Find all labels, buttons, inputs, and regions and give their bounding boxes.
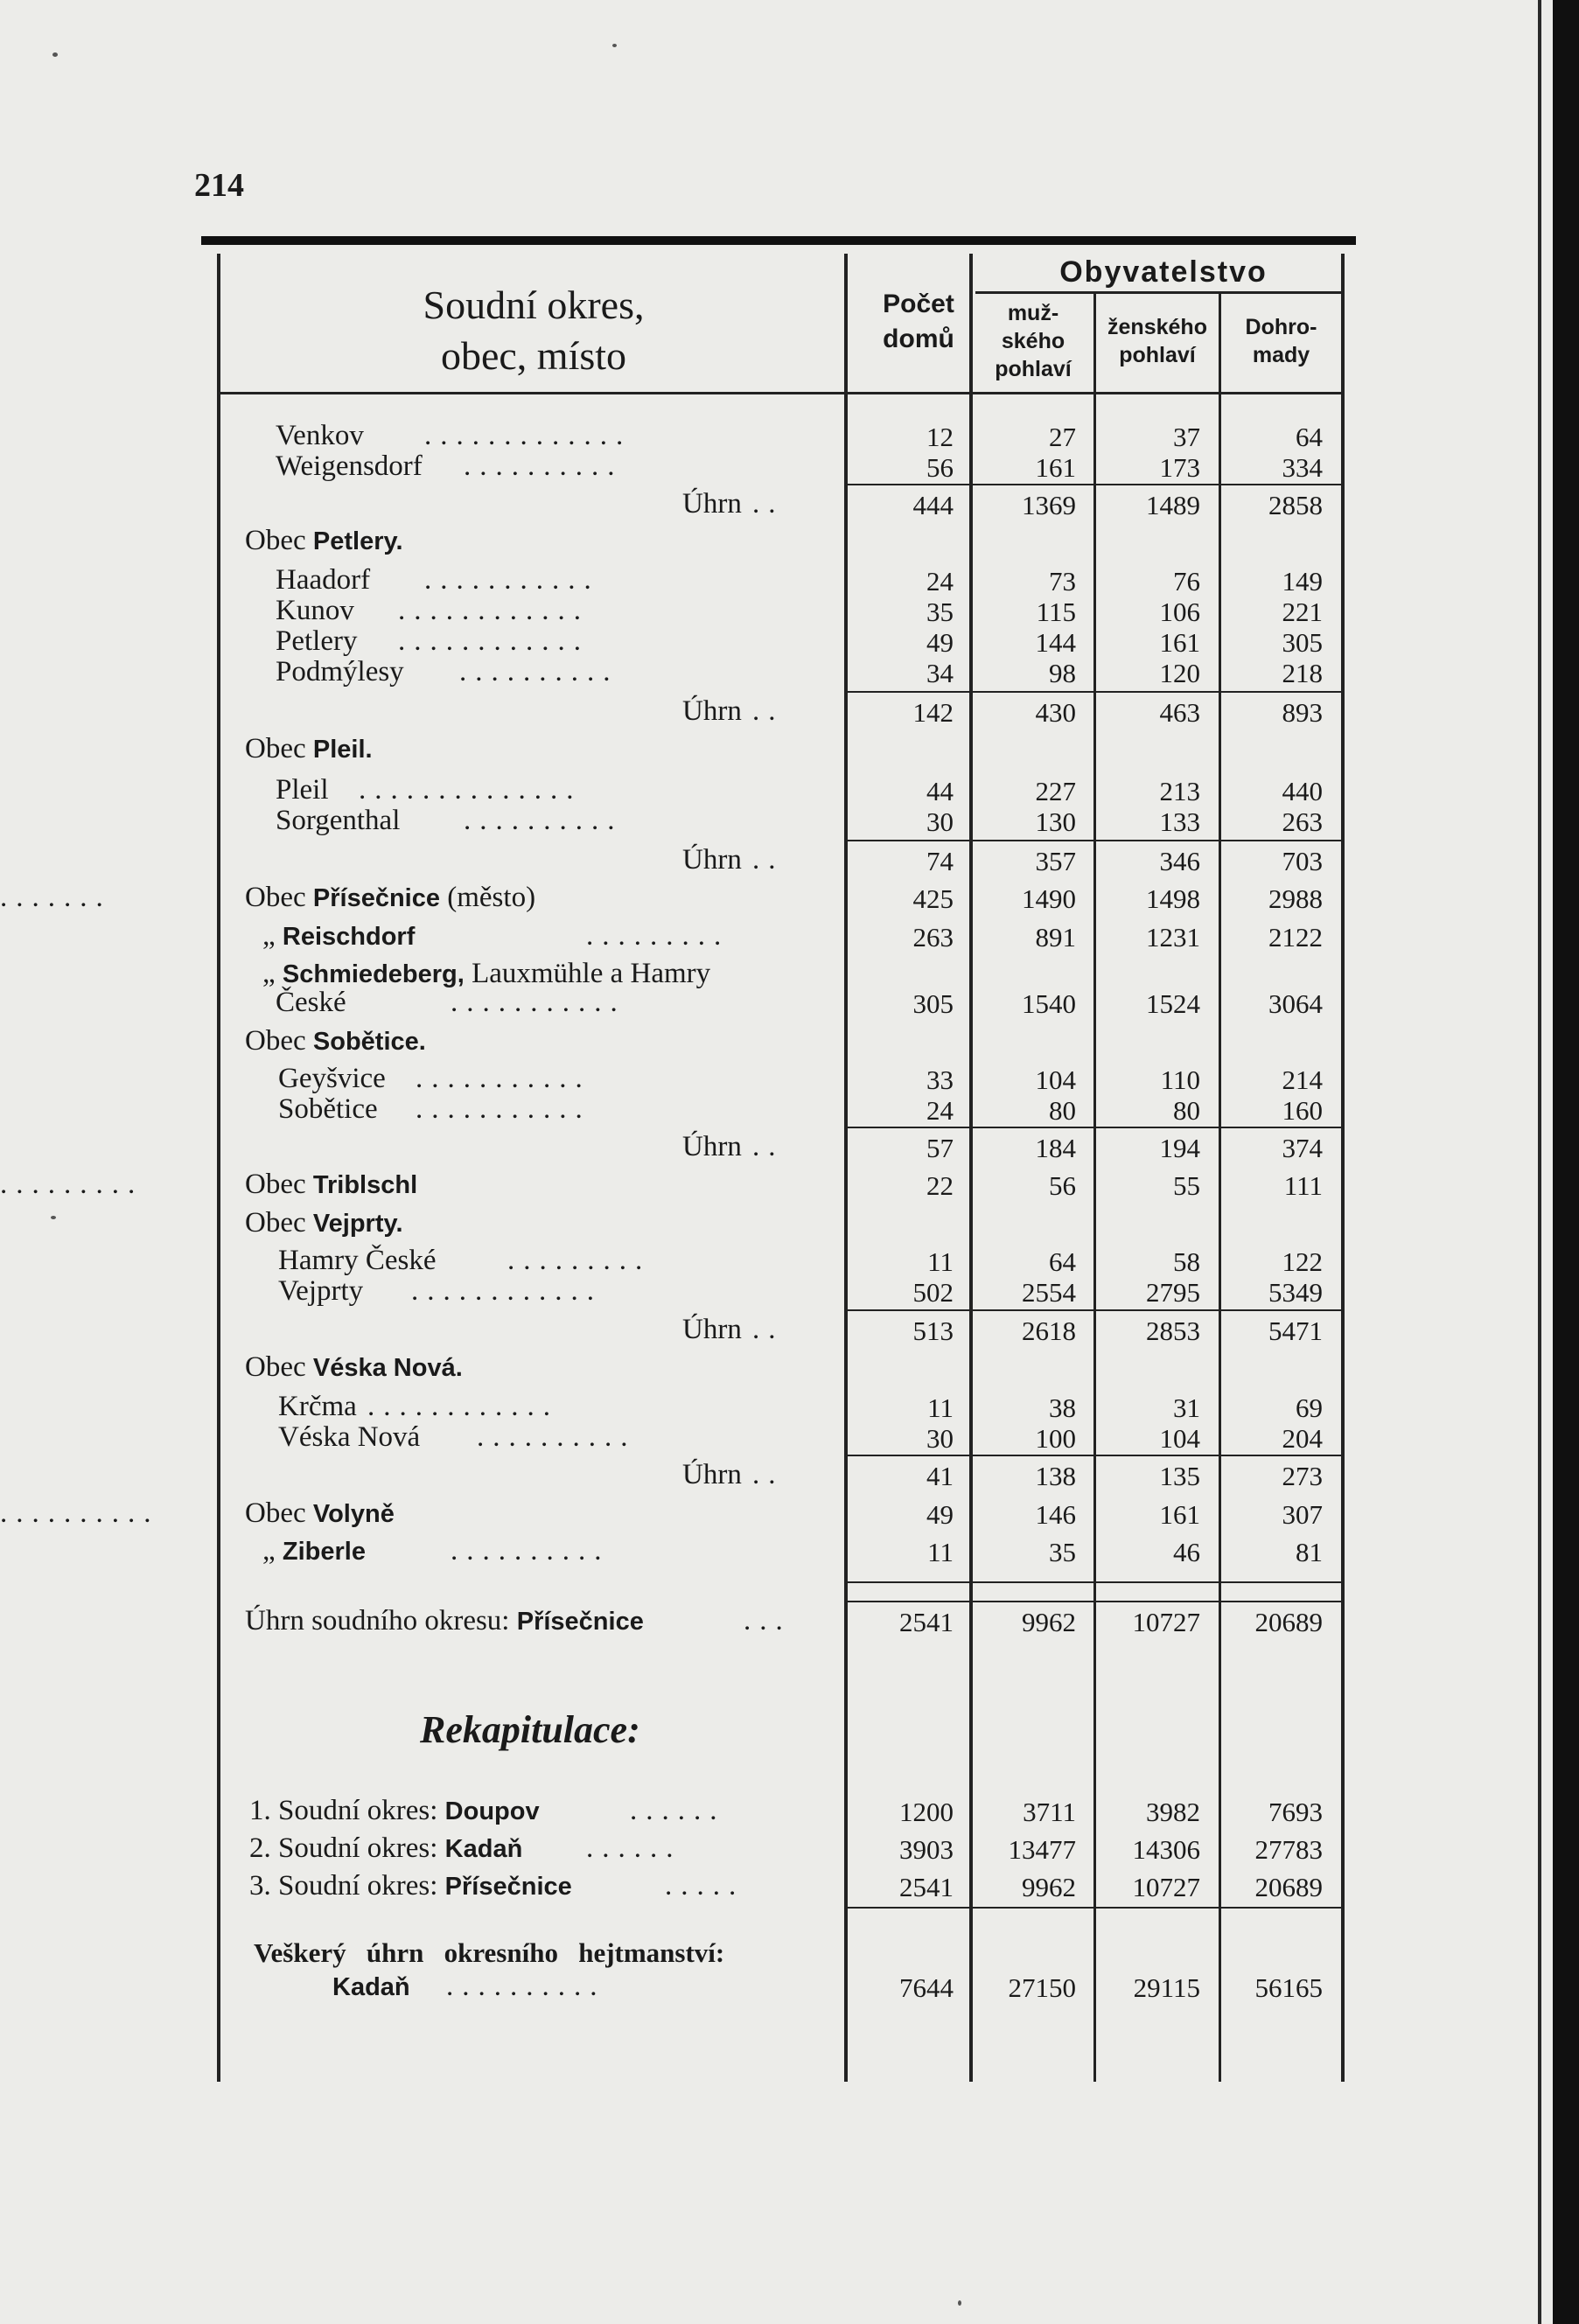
cell-total: 307 bbox=[1282, 1499, 1323, 1530]
cell-houses: 7644 bbox=[899, 1972, 954, 2003]
cell-male: 227 bbox=[1035, 776, 1076, 806]
cell-total: 160 bbox=[1282, 1095, 1323, 1126]
cell-total: 214 bbox=[1282, 1064, 1323, 1095]
row-label bbox=[278, 1391, 357, 1423]
cell-houses: 12 bbox=[926, 422, 954, 452]
label-text: Pleil bbox=[276, 774, 329, 806]
cell-total: 20689 bbox=[1254, 1607, 1323, 1637]
cell-male: 27 bbox=[1049, 422, 1076, 452]
header-total-line: Dohro- bbox=[1245, 315, 1317, 339]
dot-leader: ............ bbox=[398, 625, 590, 657]
label-text: Úhrn bbox=[682, 488, 742, 520]
recap-label bbox=[249, 1795, 540, 1827]
row-label bbox=[262, 920, 415, 953]
cell-female: 1489 bbox=[1146, 490, 1200, 520]
label-text: Vejprty bbox=[278, 1275, 364, 1307]
cell-male: 130 bbox=[1035, 806, 1076, 837]
cell-total: 3064 bbox=[1268, 988, 1323, 1019]
cell-male: 1490 bbox=[1022, 883, 1076, 914]
cell-total: 27783 bbox=[1254, 1834, 1323, 1865]
cell-houses: 2541 bbox=[899, 1872, 954, 1902]
cell-female: 37 bbox=[1173, 422, 1200, 452]
cell-total: 221 bbox=[1282, 597, 1323, 627]
cell-houses: 24 bbox=[926, 566, 954, 597]
subtotal-rule bbox=[847, 691, 1341, 693]
dot-leader: .......... bbox=[451, 1535, 611, 1567]
header-male-line: ského bbox=[1001, 329, 1065, 353]
cell-male: 100 bbox=[1035, 1423, 1076, 1454]
cell-total: 2988 bbox=[1268, 883, 1323, 914]
header-houses-line: domů bbox=[883, 325, 954, 353]
cell-male: 430 bbox=[1035, 697, 1076, 728]
cell-houses: 30 bbox=[926, 1423, 954, 1454]
row-label bbox=[278, 1275, 363, 1308]
dot-leader: ............ bbox=[411, 1275, 603, 1307]
cell-female: 173 bbox=[1159, 452, 1200, 483]
column-header-houses bbox=[853, 287, 984, 357]
label-text: Obec bbox=[245, 882, 313, 913]
cell-female: 110 bbox=[1160, 1064, 1200, 1095]
cell-houses: 22 bbox=[926, 1170, 954, 1201]
label-text: Úhrn bbox=[682, 1131, 742, 1162]
subtotal-rule bbox=[847, 1455, 1341, 1456]
cell-male: 104 bbox=[1035, 1064, 1076, 1095]
dot-leader: ......... bbox=[0, 1169, 144, 1200]
row-label bbox=[245, 1169, 417, 1201]
cell-female: 104 bbox=[1159, 1423, 1200, 1454]
cell-male: 9962 bbox=[1022, 1872, 1076, 1902]
label-bold: Petlery. bbox=[312, 527, 403, 555]
cell-female: 1524 bbox=[1146, 988, 1200, 1019]
cell-total: 204 bbox=[1282, 1423, 1323, 1454]
label-after: (město) bbox=[440, 882, 536, 913]
row-label bbox=[276, 450, 423, 483]
row-label bbox=[262, 958, 710, 990]
dot-leader: ............ bbox=[398, 595, 590, 626]
row-label bbox=[682, 488, 742, 520]
label-bold: Pleil. bbox=[312, 736, 373, 764]
cell-total: 7693 bbox=[1268, 1797, 1323, 1827]
row-label bbox=[682, 1459, 742, 1491]
row-label bbox=[276, 774, 329, 806]
header-bottom-rule bbox=[219, 392, 1343, 394]
cell-houses: 11 bbox=[927, 1392, 954, 1423]
subtotal-rule bbox=[847, 484, 1341, 485]
cell-male: 2618 bbox=[1022, 1316, 1076, 1346]
cell-female: 1231 bbox=[1146, 922, 1200, 953]
row-label bbox=[278, 1063, 386, 1095]
cell-total: 273 bbox=[1282, 1461, 1323, 1491]
cell-houses: 74 bbox=[926, 846, 954, 876]
dot-leader: ..... bbox=[665, 1870, 745, 1902]
table-right-border bbox=[1341, 254, 1345, 2082]
cell-male: 891 bbox=[1035, 922, 1076, 953]
label-text: 1. Soudní okres: bbox=[249, 1795, 445, 1826]
section-rule bbox=[847, 1581, 1341, 1583]
label-text: Véska Nová bbox=[278, 1421, 421, 1453]
cell-houses: 57 bbox=[926, 1133, 954, 1163]
header-houses-line: Počet bbox=[883, 290, 954, 318]
cell-male: 27150 bbox=[1008, 1972, 1076, 2003]
dot-leader: ......... bbox=[507, 1245, 652, 1276]
cell-female: 10727 bbox=[1132, 1607, 1200, 1637]
label-text: Weigensdorf bbox=[276, 450, 423, 482]
cell-houses: 11 bbox=[927, 1537, 954, 1567]
cell-total: 703 bbox=[1282, 846, 1323, 876]
cell-female: 463 bbox=[1159, 697, 1200, 728]
label-text: Úhrn soudního okresu: bbox=[245, 1605, 517, 1637]
cell-total: 2858 bbox=[1268, 490, 1323, 520]
dot-leader: .. bbox=[752, 1131, 785, 1162]
row-label bbox=[276, 987, 346, 1019]
cell-female: 135 bbox=[1159, 1461, 1200, 1491]
column-header-male bbox=[973, 299, 1093, 383]
column-header-female bbox=[1096, 313, 1219, 369]
label-text: Venkov bbox=[276, 420, 364, 451]
cell-houses: 41 bbox=[926, 1461, 954, 1491]
cell-male: 98 bbox=[1049, 658, 1076, 688]
cell-houses: 425 bbox=[912, 883, 954, 914]
dot-leader: ........... bbox=[424, 564, 600, 596]
dot-leader: .......... bbox=[477, 1421, 637, 1453]
cell-male: 161 bbox=[1035, 452, 1076, 483]
label-text: Obec bbox=[245, 1169, 313, 1200]
row-label bbox=[245, 1207, 403, 1239]
cell-male: 56 bbox=[1049, 1170, 1076, 1201]
row-label bbox=[276, 420, 364, 452]
cell-male: 146 bbox=[1035, 1499, 1076, 1530]
cell-female: 10727 bbox=[1132, 1872, 1200, 1902]
dot-leader: .......... bbox=[0, 1497, 160, 1529]
cell-female: 3982 bbox=[1146, 1797, 1200, 1827]
row-label bbox=[245, 525, 403, 557]
grand-total-label bbox=[332, 1971, 410, 2003]
cell-houses: 34 bbox=[926, 658, 954, 688]
header-female-line: pohlaví bbox=[1119, 343, 1196, 367]
scan-speck bbox=[52, 52, 58, 57]
dot-leader: .. bbox=[752, 695, 785, 727]
cell-female: 1498 bbox=[1146, 883, 1200, 914]
cell-female: 194 bbox=[1159, 1133, 1200, 1163]
scan-speck bbox=[958, 2300, 961, 2306]
cell-houses: 1200 bbox=[899, 1797, 954, 1827]
cell-male: 64 bbox=[1049, 1246, 1076, 1277]
cell-female: 55 bbox=[1173, 1170, 1200, 1201]
cell-female: 213 bbox=[1159, 776, 1200, 806]
cell-total: 69 bbox=[1296, 1392, 1323, 1423]
cell-female: 46 bbox=[1173, 1537, 1200, 1567]
table-left-border bbox=[217, 254, 220, 2082]
header-total-line: mady bbox=[1252, 343, 1310, 367]
label-text: Obec bbox=[245, 1207, 313, 1239]
label-text: Kunov bbox=[276, 595, 354, 626]
cell-total: 374 bbox=[1282, 1133, 1323, 1163]
label-bold: Vejprty. bbox=[312, 1210, 403, 1238]
cell-female: 120 bbox=[1159, 658, 1200, 688]
cell-houses: 2541 bbox=[899, 1607, 954, 1637]
cell-female: 29115 bbox=[1133, 1972, 1200, 2003]
column-header-population: Obyvatelstvo bbox=[1059, 255, 1268, 289]
cell-total: 111 bbox=[1283, 1170, 1323, 1201]
label-text: Obec bbox=[245, 733, 313, 764]
cell-male: 3711 bbox=[1023, 1797, 1076, 1827]
dot-leader: ........... bbox=[451, 987, 626, 1018]
row-label bbox=[245, 1351, 463, 1384]
dot-leader: ............ bbox=[367, 1391, 559, 1422]
cell-houses: 35 bbox=[926, 597, 954, 627]
row-label bbox=[245, 882, 535, 914]
dot-leader: .. bbox=[752, 1314, 785, 1345]
cell-houses: 11 bbox=[927, 1246, 954, 1277]
cell-female: 2853 bbox=[1146, 1316, 1200, 1346]
page-number: 214 bbox=[194, 167, 244, 204]
cell-total: 149 bbox=[1282, 566, 1323, 597]
label-text: Haadorf bbox=[276, 564, 371, 596]
label-bold: Doupov bbox=[444, 1797, 540, 1825]
label-bold: Přísečnice bbox=[444, 1873, 572, 1901]
cell-male: 1369 bbox=[1022, 490, 1076, 520]
label-text: Sorgenthal bbox=[276, 805, 401, 836]
dot-leader: ............. bbox=[424, 420, 632, 451]
dot-leader: ...... bbox=[630, 1795, 726, 1826]
cell-houses: 44 bbox=[926, 776, 954, 806]
dot-leader: .......... bbox=[446, 1971, 606, 2002]
label-text: Úhrn bbox=[682, 1459, 742, 1490]
cell-total: 305 bbox=[1282, 627, 1323, 658]
label-text: Geyšvice bbox=[278, 1063, 386, 1094]
page-edge-line bbox=[1538, 0, 1541, 2324]
cell-total: 56165 bbox=[1254, 1972, 1323, 2003]
dot-leader: .......... bbox=[464, 450, 624, 482]
cell-total: 122 bbox=[1282, 1246, 1323, 1277]
scan-speck bbox=[612, 44, 617, 47]
cell-houses: 502 bbox=[912, 1277, 954, 1308]
cell-total: 64 bbox=[1296, 422, 1323, 452]
row-label bbox=[245, 1605, 644, 1637]
cell-houses: 305 bbox=[912, 988, 954, 1019]
label-text: 3. Soudní okres: bbox=[249, 1870, 445, 1902]
cell-male: 357 bbox=[1035, 846, 1076, 876]
row-label bbox=[262, 1535, 366, 1567]
subtotal-rule bbox=[847, 840, 1341, 841]
label-text: Krčma bbox=[278, 1391, 357, 1422]
cell-female: 161 bbox=[1159, 1499, 1200, 1530]
cell-female: 80 bbox=[1173, 1095, 1200, 1126]
label-bold: Reischdorf bbox=[282, 923, 416, 951]
dot-leader: .. bbox=[752, 1459, 785, 1490]
cell-houses: 3903 bbox=[899, 1834, 954, 1865]
row-label bbox=[278, 1245, 437, 1277]
label-bold: Sobětice. bbox=[312, 1028, 426, 1056]
label-text: „ bbox=[262, 958, 283, 989]
cell-houses: 33 bbox=[926, 1064, 954, 1095]
cell-male: 115 bbox=[1036, 597, 1076, 627]
label-bold: Triblschl bbox=[312, 1171, 418, 1199]
cell-male: 2554 bbox=[1022, 1277, 1076, 1308]
label-text: „ bbox=[262, 1535, 283, 1567]
cell-total: 218 bbox=[1282, 658, 1323, 688]
cell-female: 76 bbox=[1173, 566, 1200, 597]
dot-leader: ....... bbox=[0, 882, 112, 913]
row-label bbox=[682, 1131, 742, 1163]
grand-total-label: Veškerý úhrn okresního hejtmanství: bbox=[254, 1937, 725, 1968]
label-text: Obec bbox=[245, 1025, 313, 1057]
header-rule bbox=[975, 291, 1341, 294]
cell-male: 184 bbox=[1035, 1133, 1076, 1163]
row-label bbox=[245, 1025, 426, 1057]
label-text: Hamry České bbox=[278, 1245, 437, 1276]
label-bold: Véska Nová. bbox=[312, 1354, 463, 1382]
cell-male: 73 bbox=[1049, 566, 1076, 597]
label-bold: Kadaň bbox=[444, 1835, 523, 1863]
page-edge bbox=[1553, 0, 1579, 2324]
dot-leader: ........... bbox=[416, 1063, 591, 1094]
cell-houses: 444 bbox=[912, 490, 954, 520]
row-label bbox=[682, 844, 742, 876]
cell-total: 440 bbox=[1282, 776, 1323, 806]
cell-female: 133 bbox=[1159, 806, 1200, 837]
cell-houses: 49 bbox=[926, 1499, 954, 1530]
cell-total: 2122 bbox=[1268, 922, 1323, 953]
dot-leader: ... bbox=[744, 1605, 792, 1637]
cell-female: 2795 bbox=[1146, 1277, 1200, 1308]
cell-male: 38 bbox=[1049, 1392, 1076, 1423]
label-text: Obec bbox=[245, 1351, 313, 1383]
label-text: Obec bbox=[245, 1497, 313, 1529]
label-bold: Přísečnice bbox=[312, 884, 440, 912]
label-text: Úhrn bbox=[682, 844, 742, 876]
label-bold: Volyně bbox=[312, 1500, 395, 1528]
recap-title: Rekapitulace: bbox=[420, 1708, 640, 1751]
label-text: Obec bbox=[245, 525, 313, 556]
cell-female: 58 bbox=[1173, 1246, 1200, 1277]
label-text: „ bbox=[262, 920, 283, 952]
row-label bbox=[276, 595, 354, 627]
cell-total: 893 bbox=[1282, 697, 1323, 728]
header-male-line: pohlaví bbox=[995, 357, 1072, 381]
column-divider bbox=[844, 254, 848, 2082]
label-after: Lauxmühle a Hamry bbox=[464, 958, 711, 989]
row-label bbox=[682, 695, 742, 728]
label-text: Petlery bbox=[276, 625, 358, 657]
column-header-total bbox=[1221, 313, 1341, 369]
dot-leader: .......... bbox=[459, 656, 619, 687]
cell-houses: 24 bbox=[926, 1095, 954, 1126]
cell-houses: 263 bbox=[912, 922, 954, 953]
cell-male: 9962 bbox=[1022, 1607, 1076, 1637]
column-header-district bbox=[219, 280, 849, 381]
cell-total: 81 bbox=[1296, 1537, 1323, 1567]
row-label bbox=[682, 1314, 742, 1346]
cell-total: 20689 bbox=[1254, 1872, 1323, 1902]
recap-label bbox=[249, 1832, 522, 1865]
row-label bbox=[276, 656, 404, 688]
cell-houses: 56 bbox=[926, 452, 954, 483]
row-label bbox=[278, 1421, 420, 1454]
cell-houses: 513 bbox=[912, 1316, 954, 1346]
header-female-line: ženského bbox=[1107, 315, 1207, 339]
label-bold: Přísečnice bbox=[516, 1608, 644, 1636]
cell-female: 14306 bbox=[1132, 1834, 1200, 1865]
table-top-rule bbox=[201, 236, 1356, 245]
label-text: Sobětice bbox=[278, 1093, 378, 1125]
label-bold: Ziberle bbox=[282, 1538, 366, 1566]
cell-male: 144 bbox=[1035, 627, 1076, 658]
dot-leader: .. bbox=[752, 488, 785, 520]
header-title-line: obec, místo bbox=[440, 333, 627, 378]
row-label bbox=[276, 564, 370, 597]
row-label bbox=[245, 733, 373, 765]
cell-total: 334 bbox=[1282, 452, 1323, 483]
cell-male: 13477 bbox=[1008, 1834, 1076, 1865]
cell-female: 161 bbox=[1159, 627, 1200, 658]
header-title-line: Soudní okres, bbox=[423, 283, 645, 327]
label-bold: Kadaň bbox=[332, 1973, 410, 2001]
cell-female: 346 bbox=[1159, 846, 1200, 876]
row-label bbox=[245, 1497, 395, 1530]
dot-leader: ......... bbox=[586, 920, 730, 952]
subtotal-rule bbox=[847, 1309, 1341, 1311]
row-label bbox=[276, 625, 357, 658]
dot-leader: ...... bbox=[586, 1832, 682, 1864]
label-text: 2. Soudní okres: bbox=[249, 1832, 445, 1864]
cell-total: 5349 bbox=[1268, 1277, 1323, 1308]
cell-total: 263 bbox=[1282, 806, 1323, 837]
cell-houses: 49 bbox=[926, 627, 954, 658]
cell-total: 5471 bbox=[1268, 1316, 1323, 1346]
dot-leader: .......... bbox=[464, 805, 624, 836]
label-text: Úhrn bbox=[682, 695, 742, 727]
label-text: Podmýlesy bbox=[276, 656, 404, 687]
cell-male: 138 bbox=[1035, 1461, 1076, 1491]
dot-leader: ........... bbox=[416, 1093, 591, 1125]
cell-male: 80 bbox=[1049, 1095, 1076, 1126]
dot-leader: .. bbox=[752, 844, 785, 876]
subtotal-rule bbox=[847, 1601, 1341, 1602]
recap-label bbox=[249, 1870, 572, 1902]
scan-speck bbox=[51, 1216, 56, 1219]
subtotal-rule bbox=[847, 1127, 1341, 1128]
cell-houses: 30 bbox=[926, 806, 954, 837]
label-text: České bbox=[276, 987, 346, 1018]
cell-female: 106 bbox=[1159, 597, 1200, 627]
header-male-line: muž- bbox=[1007, 301, 1059, 325]
row-label bbox=[276, 805, 400, 837]
cell-male: 1540 bbox=[1022, 988, 1076, 1019]
recap-rule bbox=[847, 1907, 1341, 1909]
label-bold: Schmiedeberg, bbox=[282, 960, 465, 988]
cell-houses: 142 bbox=[912, 697, 954, 728]
cell-female: 31 bbox=[1173, 1392, 1200, 1423]
row-label bbox=[278, 1093, 378, 1126]
label-text: Úhrn bbox=[682, 1314, 742, 1345]
cell-male: 35 bbox=[1049, 1537, 1076, 1567]
dot-leader: .............. bbox=[359, 774, 583, 806]
